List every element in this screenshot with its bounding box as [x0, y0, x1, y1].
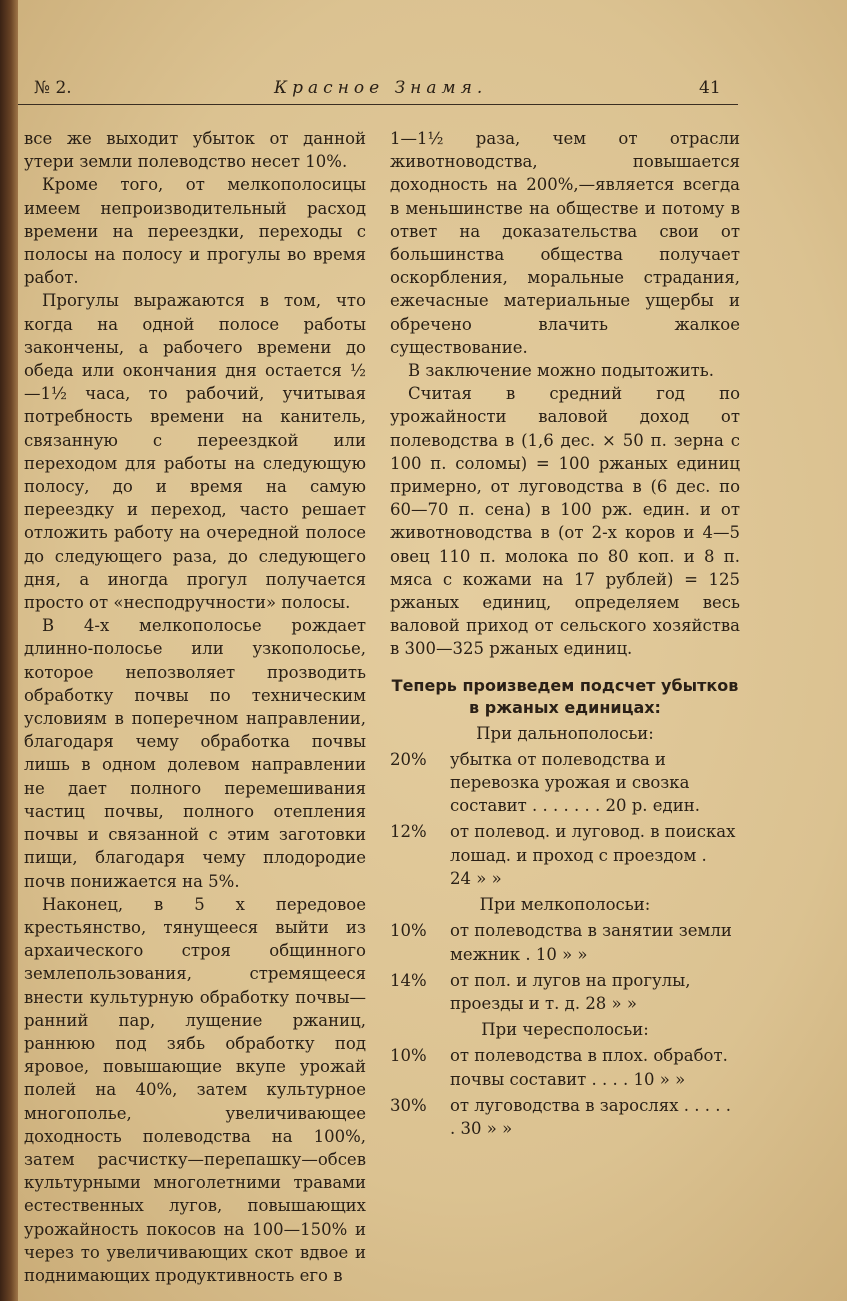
loss-entry — [390, 969, 740, 1015]
loss-percent: 30% — [390, 1095, 427, 1115]
paragraph: В 4-х мелкополосье рождает длинно-полосье или узкополосье, которое непозволяет прозводить обработку почвы по техническим условиям в поперечном направлении, благодаря чему обработка почвы лишь в одном долевом направлении не дает полного перемешивания частиц почвы, полного отепления почвы и связанной с этим заготовки пищи, благодаря чему плодородие почв понижается на 5%. — [24, 616, 366, 891]
loss-description: от пол. и лугов на прогулы, проезды и т. д. — [450, 970, 691, 1013]
issue-number: № 2. — [34, 78, 72, 98]
section-title: При мелкополосьи: — [479, 895, 651, 915]
left-column — [24, 127, 366, 1287]
loss-description: от полеводства в плох. обработ. почвы составит — [450, 1046, 728, 1089]
loss-amount: 24 » » — [450, 868, 502, 888]
loss-percent: 10% — [390, 1046, 427, 1066]
paragraph: все же выходит убыток от данной утери земли полеводство несет 10%. — [24, 129, 366, 172]
loss-description: убытка от полеводства и перевозка урожая и свозка составит — [450, 749, 690, 816]
journal-title: Красное Знамя. — [274, 78, 488, 98]
loss-description: от полевод. и луговод. в поисках лошад. и проход с проездом — [450, 822, 736, 865]
right-column — [390, 127, 740, 1140]
loss-amount: 10 » » — [633, 1069, 686, 1089]
loss-entry: 10% от полеводства в занятии земли межник . 10 » » — [390, 919, 740, 965]
paragraph: В заключение можно подытожить. — [408, 361, 714, 381]
loss-amount: 28 » » — [585, 993, 637, 1013]
loss-entry: 10% от полеводства в плох. обработ. почвы составит . . . . 10 » » — [390, 1044, 740, 1090]
loss-description: от полеводства в занятии земли межник — [450, 921, 732, 964]
loss-entry: 30% от луговодства в зарослях . . . . . . 30 » » — [390, 1094, 740, 1140]
loss-amount: 10 » » — [535, 944, 588, 964]
loss-entry: 12% от полевод. и луговод. в поисках лошад. и проход с проездом . 24 » » — [390, 820, 740, 890]
loss-percent: 10% — [390, 921, 427, 941]
section-title: При дальнополосьи: — [476, 723, 654, 743]
book-spine — [0, 0, 18, 1301]
loss-percent: 20% — [390, 749, 427, 769]
paragraph: Наконец, в 5 х передовое крестьянство, тянущееся выйти из архаического строя общинного землепользования, стремящееся внести культурную обработку почвы—ранний пар, лущение ржаниц, раннюю под зябь обработку под яровое, повышающие вкупе урожай полей на 40%, затем культурное многополье, увеличивающее доходность полеводства на 100%, затем расчистку—перепашку—обсев культурными многолетними травами естественных лугов, повышающих урожайность покосов на 100—150% и через то увеличивающих скот вдвое и поднимающих продуктивность его в — [24, 894, 366, 1285]
paragraph: Прогулы выражаются в том, что когда на одной полосе работы закончены, а рабочего времени до обеда или окончания дня остается ½—1½ часа, то рабочий, учитывая потребность времени на канитель, связанную с переездкой или переходом для работы на следующую полосу, до и время на самую переездку и переход, часто решает отложить работу на очередной полосе до следующего раза, до следующего дня, а иногда прогул получается просто от «несподручности» полосы. — [24, 291, 366, 613]
losses-heading: Теперь произведем подсчет убытков в ржаных единицах: — [391, 675, 739, 717]
page-number: 41 — [699, 78, 721, 98]
loss-percent: 14% — [390, 970, 427, 990]
loss-entry: 20% убытка от полеводства и перевозка урожая и свозка составит . . . . . . . 20 р. един. — [390, 748, 740, 818]
loss-amount: 30 » » — [460, 1118, 513, 1138]
paragraph: 1—1½ раза, чем от отрасли животноводства, повышается доходность на 200%,—является всегда в меньшинстве на обществе и потому в ответ на доказательства свои от большинства общества получает оскорбления, моральные страдания, ежечасные материальные ущербы и обречено влачить жалкое существование. — [390, 129, 740, 357]
section-title: При чересполосьи: — [481, 1020, 649, 1040]
paragraph: Считая в средний год по урожайности валовой доход от полеводства в (1,6 дес. × 50 п. зерна с 100 п. соломы) = 100 ржаных единиц примерно, от луговодства в (6 дес. по 60—70 п. сена) в 100 рж. един. и от животноводства в (от 2-х коров и 4—5 овец 110 п. молока по 80 коп. и 8 п. мяса с кожами на 17 рублей) = 125 ржаных единиц, определяем весь валовой приход от сельского хозяйства в 300—325 ржаных единиц. — [390, 384, 740, 659]
loss-amount: 20 р. един. — [605, 796, 700, 816]
page-header — [34, 78, 737, 104]
loss-description: от луговодства в зарослях — [450, 1095, 679, 1115]
loss-percent: 12% — [390, 822, 427, 842]
paragraph: Кроме того, от мелкополосицы имеем непроизводительный расход времени на переездки, переходы с полосы на полосу и прогулы во время работ. — [24, 175, 366, 288]
header-rule — [18, 104, 738, 105]
